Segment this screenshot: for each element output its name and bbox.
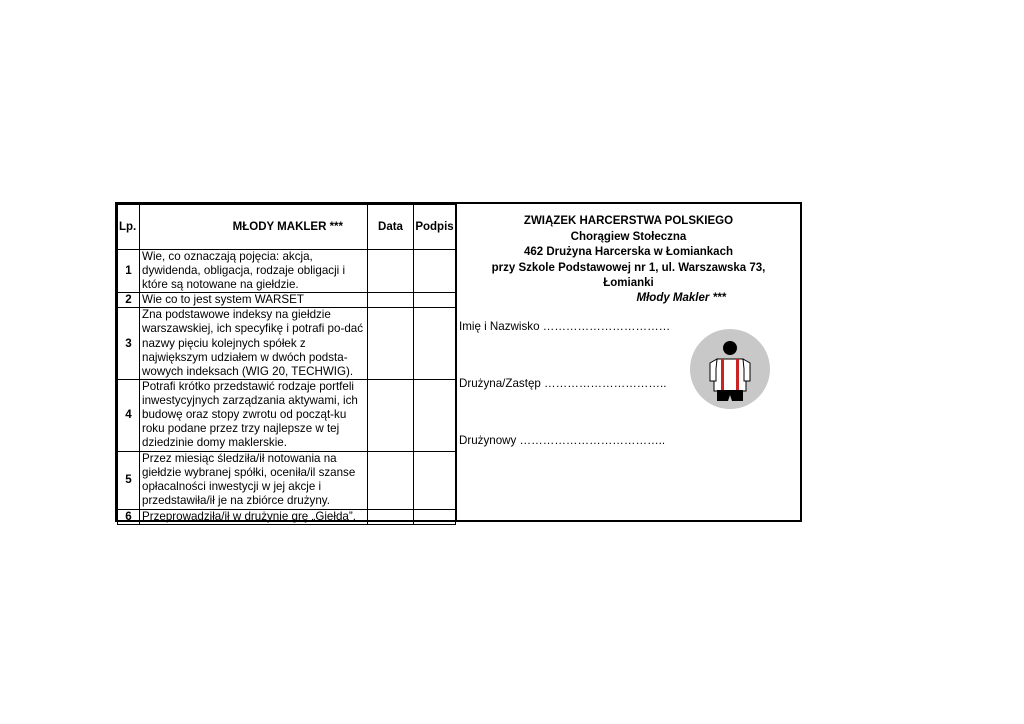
requirement-text <box>140 379 368 451</box>
row-number: 3 <box>118 308 140 379</box>
row-number: 2 <box>118 293 140 308</box>
requirement-line: Potrafi krótko przedstawić rodzaje portfeli <box>142 380 354 394</box>
info-panel <box>457 204 800 520</box>
org-team: 462 Drużyna Harcerska w Łomiankach <box>523 246 734 258</box>
header-lp: Lp. <box>118 205 140 250</box>
requirement-line: opłacalności inwestycji w jej akcje i <box>142 480 322 494</box>
table-row <box>118 379 456 451</box>
requirement-line: dywidenda, obligacja, rodzaje obligacji i <box>142 264 346 278</box>
requirement-line: dziedzinie domy maklerskie. <box>142 436 287 450</box>
signature-cell[interactable] <box>414 451 456 509</box>
badge-subtitle: Młody Makler *** <box>636 291 726 304</box>
team-field: Drużyna/Zastęp ………………………….. <box>459 377 667 390</box>
requirement-text <box>140 308 368 379</box>
requirement-line: giełdzie wybranej spółki, oceniła/il szanse <box>142 466 356 480</box>
signature-cell[interactable] <box>414 509 456 524</box>
name-field: Imię i Nazwisko …………………………… <box>459 320 671 333</box>
org-city: Łomianki <box>603 277 654 289</box>
table-row <box>118 308 456 379</box>
signature-cell[interactable] <box>414 379 456 451</box>
table-row <box>118 451 456 509</box>
requirement-line: największym udziałem w dwóch podsta- <box>142 350 348 364</box>
scout-badge-icon <box>690 329 770 409</box>
signature-cell[interactable] <box>414 308 456 379</box>
table-row <box>118 293 456 308</box>
row-number: 6 <box>118 509 140 524</box>
date-cell[interactable] <box>368 451 414 509</box>
date-cell[interactable] <box>368 379 414 451</box>
requirement-text <box>140 293 368 308</box>
requirement-line: warszawskiej, ich specyfikę i potrafi po-dać <box>142 322 364 336</box>
row-number: 5 <box>118 451 140 509</box>
requirement-line: Wie, co oznaczają pojęcia: akcja, <box>142 250 313 263</box>
date-cell[interactable] <box>368 250 414 293</box>
requirements-panel <box>117 204 457 523</box>
requirements-table <box>117 204 456 525</box>
header-data: Data <box>368 205 414 250</box>
header-podpis: Podpis <box>414 205 456 250</box>
requirement-line: wowych indeksach (WIG 20, TECHWIG). <box>142 364 354 378</box>
requirement-line: budowę oraz stopy zwrotu od począt-ku <box>142 408 347 422</box>
requirement-text <box>140 509 368 524</box>
signature-cell[interactable] <box>414 250 456 293</box>
table-row <box>118 509 456 524</box>
table-header-row <box>118 205 456 250</box>
date-cell[interactable] <box>368 308 414 379</box>
date-cell[interactable] <box>368 509 414 524</box>
requirement-text <box>140 451 368 509</box>
requirement-line: Zna podstawowe indeksy na giełdzie <box>142 308 331 322</box>
leader-field: Drużynowy ……………………………….. <box>459 434 666 447</box>
requirement-line: nazwy pięciu kolejnych spółek z <box>142 336 306 350</box>
row-number: 1 <box>118 250 140 293</box>
requirement-text <box>140 250 368 293</box>
requirement-line: przedstawiła/ił je na zbiórce drużyny. <box>142 494 330 508</box>
table-row <box>118 250 456 293</box>
requirement-line: Wie co to jest system WARSET <box>142 293 304 307</box>
org-region: Chorągiew Stołeczna <box>570 230 687 243</box>
date-cell[interactable] <box>368 293 414 308</box>
requirement-line: roku podane przez trzy najlepsze w tej <box>142 422 340 436</box>
organization-header <box>457 214 800 306</box>
badge-card <box>115 202 802 522</box>
requirement-line: Przeprowadziła/ił w drużynie grę „Giełda”. <box>142 509 356 523</box>
header-title: MŁODY MAKLER *** <box>140 205 368 250</box>
org-address: przy Szkole Podstawowej nr 1, ul. Warszawska 73, <box>491 261 766 274</box>
org-name: ZWIĄZEK HARCERSTWA POLSKIEGO <box>523 215 734 227</box>
row-number: 4 <box>118 379 140 451</box>
signature-cell[interactable] <box>414 293 456 308</box>
requirement-line: które są notowane na giełdzie. <box>142 278 299 292</box>
requirement-line: inwestycyjnych zarządzania aktywami, ich <box>142 394 358 408</box>
requirement-line: Przez miesiąc śledziła/ił notowania na <box>142 452 337 466</box>
